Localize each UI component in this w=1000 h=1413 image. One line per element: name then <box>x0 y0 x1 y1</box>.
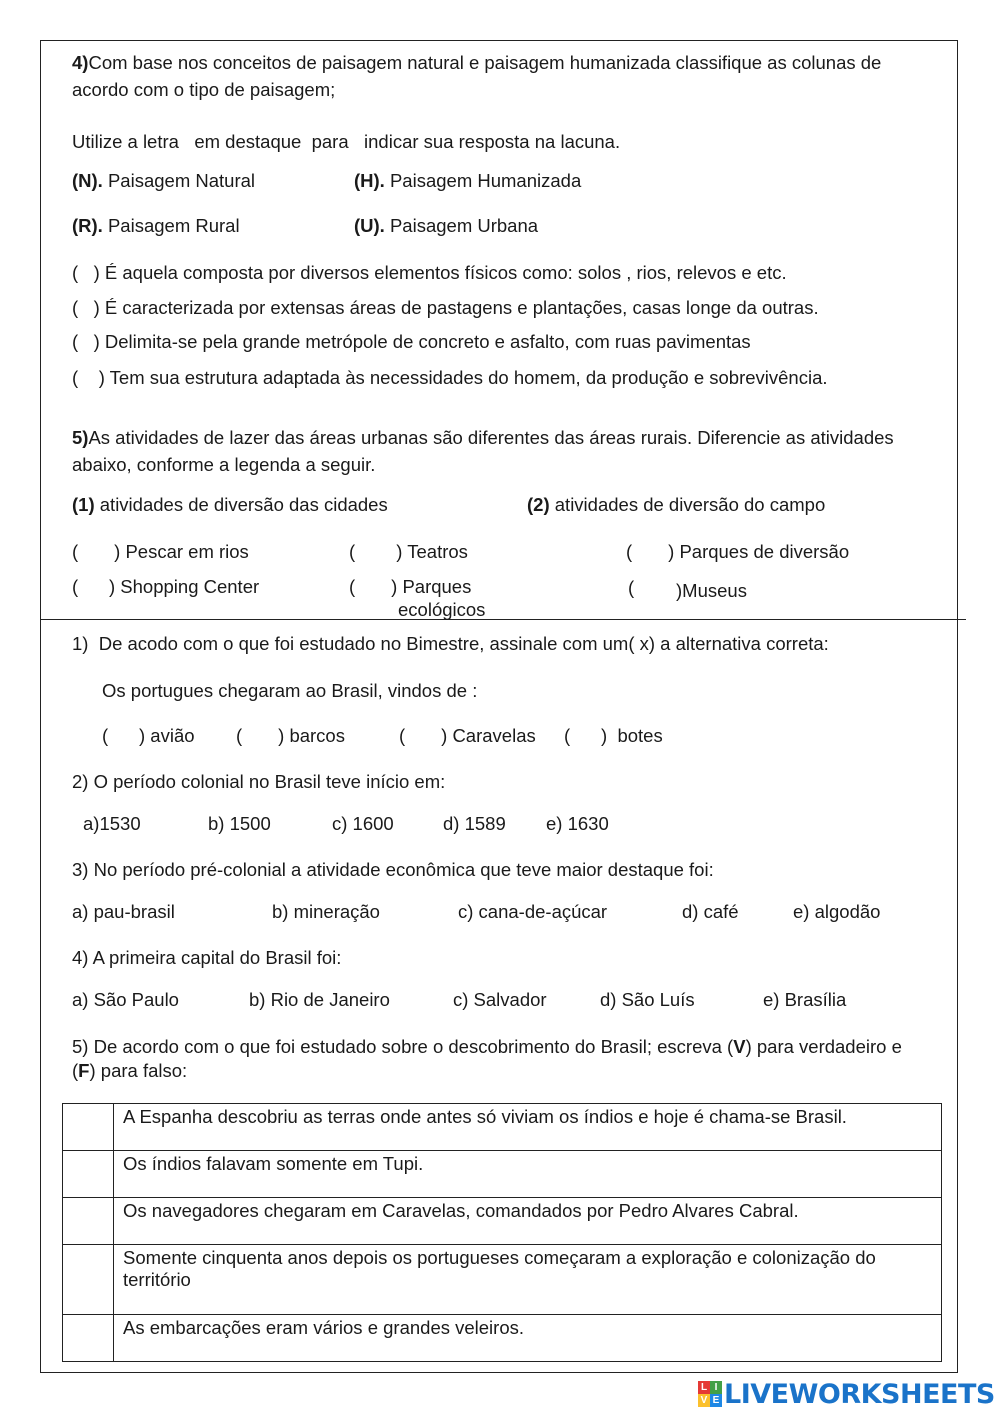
q5-option-museus[interactable]: )Museus <box>676 580 747 601</box>
p2-q3-option-d[interactable]: d) café <box>682 901 739 922</box>
logo-text: LIVEWORKSHEETS <box>724 1378 995 1410</box>
statement: As embarcações eram vários e grandes veleiros. <box>114 1315 942 1362</box>
q5-option-pescar[interactable]: ( ) Pescar em rios <box>72 541 249 562</box>
statement: Os navegadores chegaram em Caravelas, comandados por Pedro Alvares Cabral. <box>114 1198 942 1245</box>
table-row <box>63 1104 942 1151</box>
p2-q4-option-b[interactable]: b) Rio de Janeiro <box>249 989 390 1010</box>
q4-legend-humanizada: (H). Paisagem Humanizada <box>354 170 582 191</box>
q5-option-parques-ecologicos-line2: ecológicos <box>398 599 486 620</box>
table-row <box>63 1198 942 1245</box>
q4-legend-natural: (N). Paisagem Natural <box>72 170 256 191</box>
answer-box[interactable] <box>63 1151 114 1198</box>
statement: Somente cinquenta anos depois os portugueses começaram a exploração e colonização do território <box>114 1245 942 1315</box>
p2-q3-option-b[interactable]: b) mineração <box>272 901 380 922</box>
logo-mark-icon: L I V E <box>698 1381 722 1407</box>
q5-option-museus-paren[interactable]: ( <box>628 577 635 598</box>
p2-q4-option-e[interactable]: e) Brasília <box>763 989 847 1010</box>
p2-q4-option-d[interactable]: d) São Luís <box>600 989 695 1010</box>
p2-q3-option-a[interactable]: a) pau-brasil <box>72 901 175 922</box>
p2-q3-option-c[interactable]: c) cana-de-açúcar <box>458 901 608 922</box>
p2-q4-option-a[interactable]: a) São Paulo <box>72 989 179 1010</box>
q5-prompt: 5)As atividades de lazer das áreas urbanas são diferentes das áreas rurais. Diferencie as atividades abaixo, conforme a legenda a seguir. <box>72 427 894 475</box>
q5-option-parques-ecologicos[interactable]: ( ) Parques <box>349 576 472 597</box>
q4-instruction: Utilize a letra em destaque para indicar sua resposta na lacuna. <box>72 131 621 152</box>
q4-item-4[interactable]: ( ) Tem sua estrutura adaptada às necessidades do homem, da produção e sobrevivência. <box>72 367 828 388</box>
table-row <box>63 1151 942 1198</box>
p2-q3-option-e[interactable]: e) algodão <box>793 901 881 922</box>
p2-q4-prompt: 4) A primeira capital do Brasil foi: <box>72 947 342 968</box>
answer-box[interactable] <box>63 1104 114 1151</box>
q4-item-1[interactable]: ( ) É aquela composta por diversos elementos físicos como: solos , rios, relevos e etc. <box>72 262 787 283</box>
q4-prompt: 4)Com base nos conceitos de paisagem natural e paisagem humanizada classifique as colunas de acordo com o tipo de paisagem; <box>72 52 882 100</box>
p2-q2-option-c[interactable]: c) 1600 <box>332 813 394 834</box>
p2-q2-prompt: 2) O período colonial no Brasil teve início em: <box>72 771 446 792</box>
p2-q1-option-barcos[interactable]: ( ) barcos <box>236 725 345 746</box>
p2-q2-option-b[interactable]: b) 1500 <box>208 813 271 834</box>
q5-legend-campo: (2) atividades de diversão do campo <box>527 494 826 515</box>
p2-q1-sub: Os portugues chegaram ao Brasil, vindos de : <box>102 680 478 701</box>
true-false-table <box>62 1103 942 1362</box>
p2-q1-option-botes[interactable]: ( ) botes <box>564 725 663 746</box>
statement: A Espanha descobriu as terras onde antes só viviam os índios e hoje é chama-se Brasil. <box>114 1104 942 1151</box>
table-row <box>63 1315 942 1362</box>
q4-item-2[interactable]: ( ) É caracterizada por extensas áreas de pastagens e plantações, casas longe da outras. <box>72 297 819 318</box>
p2-q5-prompt: 5) De acordo com o que foi estudado sobre o descobrimento do Brasil; escreva (V) para verdadeiro e (F) para falso: <box>72 1036 902 1081</box>
q4-legend-rural: (R). Paisagem Rural <box>72 215 240 236</box>
q5-option-shopping[interactable]: ( ) Shopping Center <box>72 576 260 597</box>
q5-option-parques-diversao[interactable]: ( ) Parques de diversão <box>626 541 850 562</box>
answer-box[interactable] <box>63 1198 114 1245</box>
q5-option-teatros[interactable]: ( ) Teatros <box>349 541 468 562</box>
p2-q4-option-c[interactable]: c) Salvador <box>453 989 547 1010</box>
p2-q1-prompt: 1) De acodo com o que foi estudado no Bimestre, assinale com um( x) a alternativa correta: <box>72 633 829 654</box>
p2-q1-option-caravelas[interactable]: ( ) Caravelas <box>399 725 536 746</box>
liveworksheets-logo[interactable] <box>698 1378 995 1410</box>
p2-q2-option-a[interactable]: a)1530 <box>83 813 141 834</box>
statement: Os índios falavam somente em Tupi. <box>114 1151 942 1198</box>
q4-legend-urbana: (U). Paisagem Urbana <box>354 215 539 236</box>
p2-q2-option-e[interactable]: e) 1630 <box>546 813 609 834</box>
answer-box[interactable] <box>63 1315 114 1362</box>
p2-q1-option-aviao[interactable]: ( ) avião <box>102 725 195 746</box>
p2-q3-prompt: 3) No período pré-colonial a atividade econômica que teve maior destaque foi: <box>72 859 714 880</box>
answer-box[interactable] <box>63 1245 114 1315</box>
table-row <box>63 1245 942 1315</box>
p2-q2-option-d[interactable]: d) 1589 <box>443 813 506 834</box>
q4-item-3[interactable]: ( ) Delimita-se pela grande metrópole de concreto e asfalto, com ruas pavimentas <box>72 331 751 352</box>
q5-legend-cidade: (1) atividades de diversão das cidades <box>72 494 388 515</box>
section-divider <box>40 619 966 620</box>
